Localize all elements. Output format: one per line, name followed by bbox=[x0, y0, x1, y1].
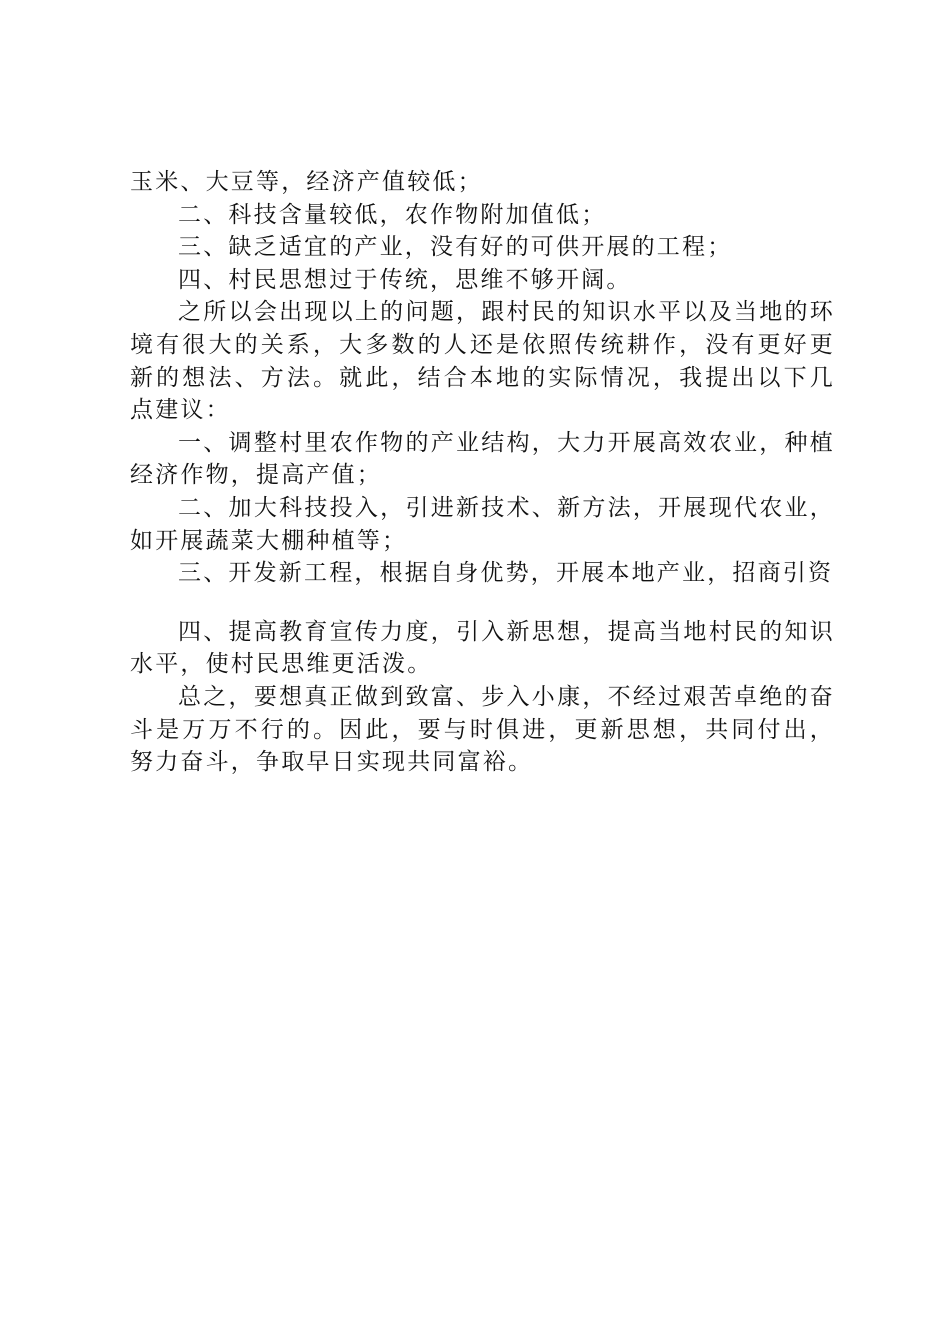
paragraph-continuation: 玉米、大豆等，经济产值较低； bbox=[130, 169, 483, 195]
document-body bbox=[130, 166, 835, 779]
paragraph-problem-3: 三、缺乏适宜的产业，没有好的可供开展的工程； bbox=[178, 234, 733, 261]
paragraph-suggestion-1: 一、调整村里农作物的产业结构，大力开展高效农业，种植经济作物，提高产值； bbox=[130, 429, 835, 489]
paragraph-suggestion-3: 三、开发新工程，根据自身优势，开展本地产业，招商引资 bbox=[178, 560, 834, 587]
paragraph-analysis: 之所以会出现以上的问题，跟村民的知识水平以及当地的环境有很大的关系，大多数的人还是依照传统耕作，没有更好更新的想法、方法。就此，结合本地的实际情况，我提出以下几点建议： bbox=[130, 299, 835, 424]
paragraph-problem-2: 二、科技含量较低，农作物附加值低； bbox=[178, 201, 607, 228]
paragraph-suggestion-2: 二、加大科技投入，引进新技术、新方法，开展现代农业，如开展蔬菜大棚种植等； bbox=[130, 494, 835, 554]
blank-line bbox=[130, 590, 835, 616]
paragraph-problem-4: 四、村民思想过于传统，思维不够开阔。 bbox=[178, 266, 632, 293]
paragraph-conclusion: 总之，要想真正做到致富、步入小康，不经过艰苦卓绝的奋斗是万万不行的。因此，要与时俱进，更新思想，共同付出，努力奋斗，争取早日实现共同富裕。 bbox=[130, 683, 835, 776]
paragraph-suggestion-4: 四、提高教育宣传力度，引入新思想，提高当地村民的知识水平，使村民思维更活泼。 bbox=[130, 618, 835, 678]
